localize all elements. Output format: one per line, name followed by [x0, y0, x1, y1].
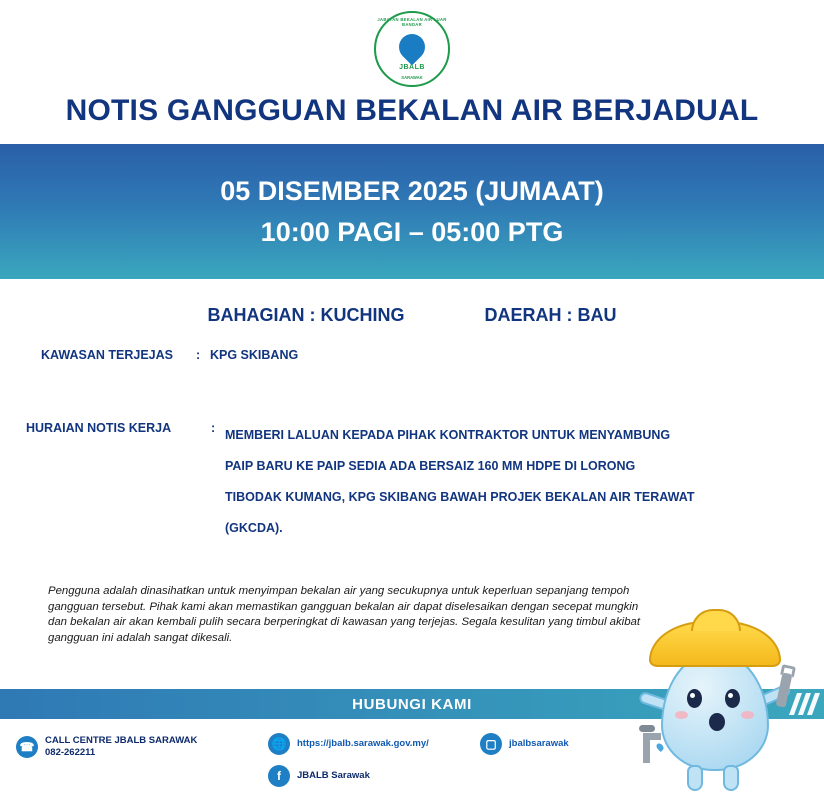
mascot-cheek-left [675, 711, 688, 719]
work-description-label: HURAIAN NOTIS KERJA [26, 421, 172, 435]
work-description-row [26, 362, 798, 544]
logo-ring-top-text: JABATAN BEKALAN AIR LUAR BANDAR [377, 17, 447, 27]
logo-container [0, 0, 824, 92]
work-description-line: (GKCDA). [225, 521, 283, 535]
contact-instagram[interactable] [480, 733, 569, 755]
mascot-body [661, 651, 769, 771]
notice-body [0, 279, 824, 646]
call-centre-name: CALL CENTRE JBALB SARAWAK [45, 735, 198, 746]
affected-area-colon: : [196, 348, 201, 362]
affected-area-value: KPG SKIBANG [210, 348, 299, 362]
disclaimer-text: Pengguna adalah dinasihatkan untuk menyimpan bekalan air yang secukupnya untuk keperluan sepanjang tempoh gangguan tersebut. Pihak kami akan memastikan gangguan bekalan air dapat diselesaikan dengan secepat mungkin dan bekalan air akan kembali pulih secara berperingkat di kawasan yang terjejas. Segala kesulitan yang timbul akibat gangguan ini adalah sangat dikesali. [48, 585, 641, 644]
instagram-handle[interactable]: jbalbsarawak [509, 738, 569, 749]
mascot-cheek-right [741, 711, 754, 719]
mascot-leg-left [687, 765, 703, 791]
page-title: NOTIS GANGGUAN BEKALAN AIR BERJADUAL [65, 94, 759, 127]
phone-icon: ☎ [16, 736, 38, 758]
title-bar [0, 92, 824, 144]
work-description-colon: : [211, 421, 216, 435]
website-url[interactable]: https://jbalb.sarawak.gov.my/ [297, 738, 429, 749]
instagram-icon: ▢ [480, 733, 502, 755]
affected-area-label: KAWASAN TERJEJAS [41, 348, 173, 362]
date-time-banner [0, 144, 824, 279]
mascot-eye-right [725, 689, 740, 708]
contact-call-centre [16, 735, 197, 759]
affected-area-row [26, 326, 798, 362]
contact-band-label: HUBUNGI KAMI [352, 695, 472, 713]
facebook-icon: f [268, 765, 290, 787]
notice-date: 05 DISEMBER 2025 (JUMAAT) [220, 175, 604, 206]
mascot-mouth [709, 713, 725, 731]
work-description-line: PAIP BARU KE PAIP SEDIA ADA BERSAIZ 160 MM HDPE DI LORONG [225, 459, 636, 473]
logo-acronym: JBALB [399, 64, 425, 71]
safety-helmet-icon [649, 621, 781, 667]
work-description-line: TIBODAK KUMANG, KPG SKIBANG BAWAH PROJEK BEKALAN AIR TERAWAT [225, 490, 695, 504]
water-droplet-mascot [631, 603, 806, 803]
mascot-leg-right [723, 765, 739, 791]
district-label: DAERAH : BAU [484, 305, 617, 325]
work-description-line: MEMBERI LALUAN KEPADA PIHAK KONTRAKTOR UNTUK MENYAMBUNG [225, 428, 671, 442]
water-drop-icon [394, 29, 431, 66]
contact-website[interactable] [268, 733, 429, 755]
work-description-value [225, 420, 694, 544]
notice-time: 10:00 PAGI – 05:00 PTG [260, 216, 564, 247]
division-label: BAHAGIAN : KUCHING [207, 305, 405, 325]
facebook-handle[interactable]: JBALB Sarawak [297, 770, 370, 781]
globe-icon: 🌐 [268, 733, 290, 755]
contact-facebook[interactable] [268, 765, 370, 787]
jbalb-logo [374, 11, 450, 87]
logo-ring-bottom-text: SARAWAK [401, 75, 423, 80]
region-row [26, 279, 798, 326]
call-centre-number: 082-262211 [45, 747, 96, 758]
tap-icon [633, 721, 659, 763]
mascot-eye-left [687, 689, 702, 708]
call-centre-text [45, 735, 197, 759]
